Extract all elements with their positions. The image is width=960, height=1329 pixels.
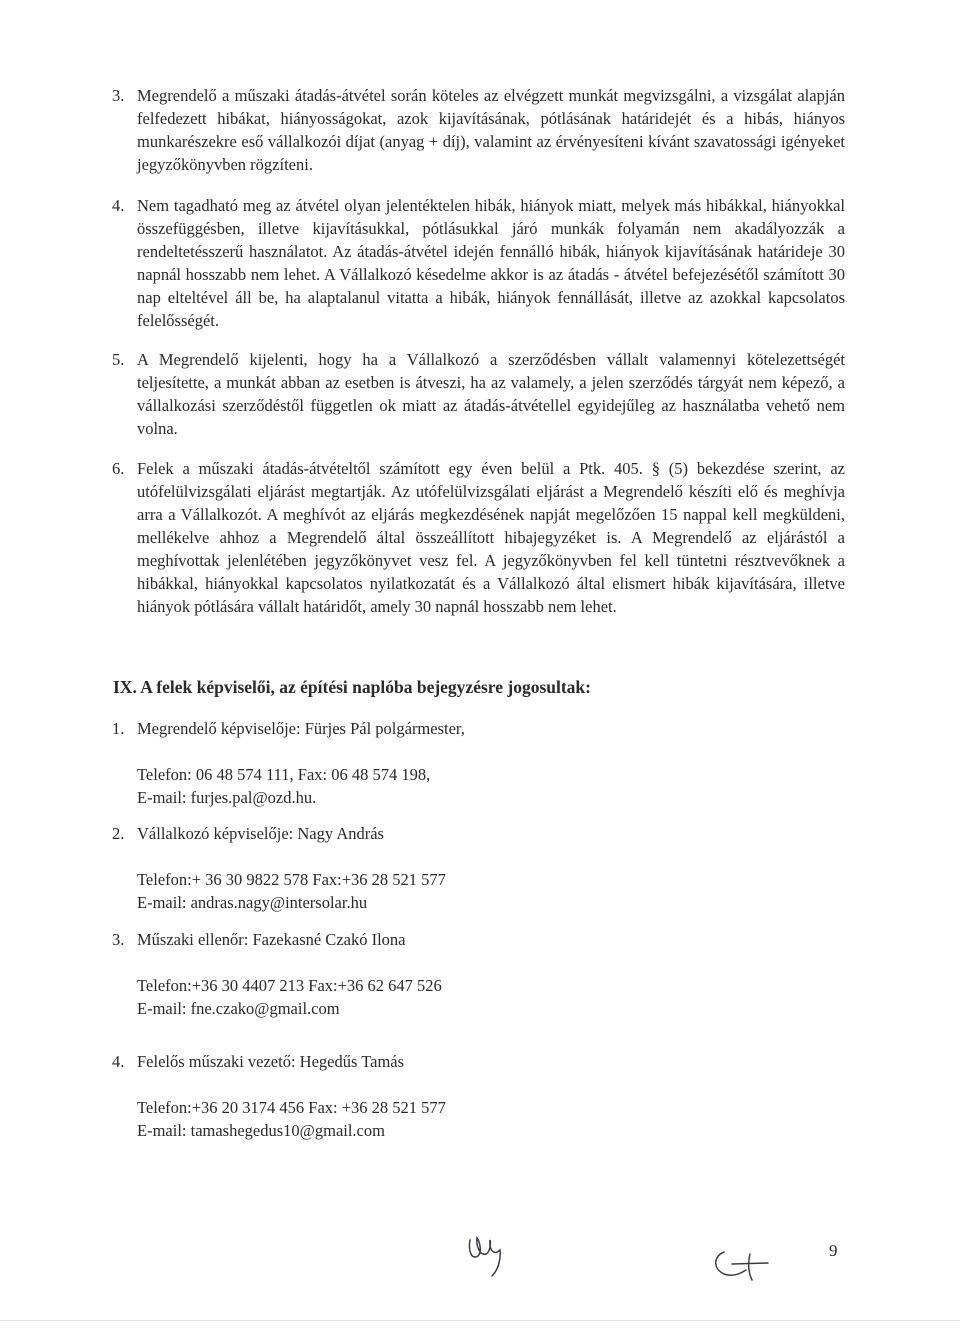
paragraph-text: Megrendelő a műszaki átadás-átvétel során köteles az elvégzett munkát megvizsgálni, a vizsgálat alapján felfedezett hibákat, hiányosságokat, azok kijavításának, pótlásának határidejét és a hibás, hiányos munkarészekre eső vállalkozói díjat (anyag + díj), valamint az érvényesíteni kívánt szavatossági igényeket jegyzőkönyvben rögzíteni. <box>137 86 845 174</box>
initials-signature-right <box>706 1246 772 1282</box>
initials-signature-left <box>464 1230 512 1280</box>
representative-3 <box>112 928 845 1020</box>
representative-title: Felelős műszaki vezető: Hegedűs Tamás <box>137 1052 405 1071</box>
paragraph-4 <box>112 194 845 332</box>
phone-line: Telefon:+ 36 30 9822 578 Fax:+36 28 521 577 <box>137 870 446 889</box>
email-line: E-mail: tamashegedus10@gmail.com <box>137 1121 385 1140</box>
representative-title: Műszaki ellenőr: Fazekasné Czakó Ilona <box>137 930 406 949</box>
paragraph-number: 4. <box>112 196 125 215</box>
paragraph-number: 5. <box>112 350 125 369</box>
phone-line: Telefon:+36 20 3174 456 Fax: +36 28 521 577 <box>137 1098 446 1117</box>
email-line: E-mail: andras.nagy@intersolar.hu <box>137 893 368 912</box>
paragraph-text: Felek a műszaki átadás-átvételtől számított egy éven belül a Ptk. 405. § (5) bekezdése szerint, az utófelülvizsgálati eljárást megtartják. Az utófelülvizsgálati eljárást a Megrendelő készíti elő és meghívja arra a Vállalkozót. A meghívót az eljárás megkezdésének napját megelőzően 15 nappal kell megküldeni, mellékelve ahhoz a Megrendelő által összeállított hibajegyzéket is. A Megrendelő az eljárástól a meghívottak jelenlétében jegyzőkönyvet vesz fel. A jegyzőkönyvben fel kell tüntetni résztvevőknek a hibákkal, hiányokkal kapcsolatos nyilatkozatát és a Vállalkozó által elismert hibák kijavítására, illetve hiányok pótlására vállalt határidőt, amely 30 napnál hosszabb nem lehet. <box>137 459 845 616</box>
email-line: E-mail: fne.czako@gmail.com <box>137 999 340 1018</box>
paragraph-5 <box>112 348 845 440</box>
page-number: 9 <box>829 1241 838 1260</box>
paragraph-3 <box>112 84 845 176</box>
representative-2 <box>112 822 845 914</box>
paragraph-text: A Megrendelő kijelenti, hogy ha a Vállalkozó a szerződésben vállalt valamennyi kötelezettségét teljesítette, a munkát abban az esetben is átveszi, ha az valamely, a jelen szerződés tárgyát nem képező, a vállalkozási szerződéstől független ok miatt az átadás-átvétellel egyidejűleg az használatba vehető nem volna. <box>137 350 845 438</box>
phone-line: Telefon: 06 48 574 111, Fax: 06 48 574 198, <box>137 765 431 784</box>
phone-line: Telefon:+36 30 4407 213 Fax:+36 62 647 526 <box>137 976 442 995</box>
section-heading: IX. A felek képviselői, az építési naplóba bejegyzésre jogosultak: <box>113 677 591 697</box>
paragraph-number: 3. <box>112 86 125 105</box>
representative-title: Vállalkozó képviselője: Nagy András <box>137 824 384 843</box>
paragraph-text: Nem tagadható meg az átvétel olyan jelentéktelen hibák, hiányok miatt, melyek más hibákkal, hiányokkal összefüggésben, illetve kijavításukkal, pótlásukkal járó munkák folyamán nem akadályozzák a rendeltetésszerű használatot. Az átadás-átvétel idején fennálló hibák, hiányok kijavításának határideje 30 napnál hosszabb nem lehet. A Vállalkozó késedelme akkor is az átadás - átvétel befejezésétől számított 30 nap elteltével áll be, ha alaptalanul vitatta a hibák, hiányok fennállását, illetve az azokkal kapcsolatos felelősségét. <box>137 196 845 330</box>
page-edge-line <box>0 1320 960 1321</box>
email-line: E-mail: furjes.pal@ozd.hu. <box>137 788 317 807</box>
item-number: 4. <box>112 1052 125 1071</box>
representative-1 <box>112 717 845 809</box>
item-number: 2. <box>112 824 125 843</box>
representative-4 <box>112 1050 845 1142</box>
item-number: 1. <box>112 719 125 738</box>
representative-title: Megrendelő képviselője: Fürjes Pál polgármester, <box>137 719 465 738</box>
paragraph-6 <box>112 457 845 618</box>
paragraph-number: 6. <box>112 459 125 478</box>
item-number: 3. <box>112 930 125 949</box>
